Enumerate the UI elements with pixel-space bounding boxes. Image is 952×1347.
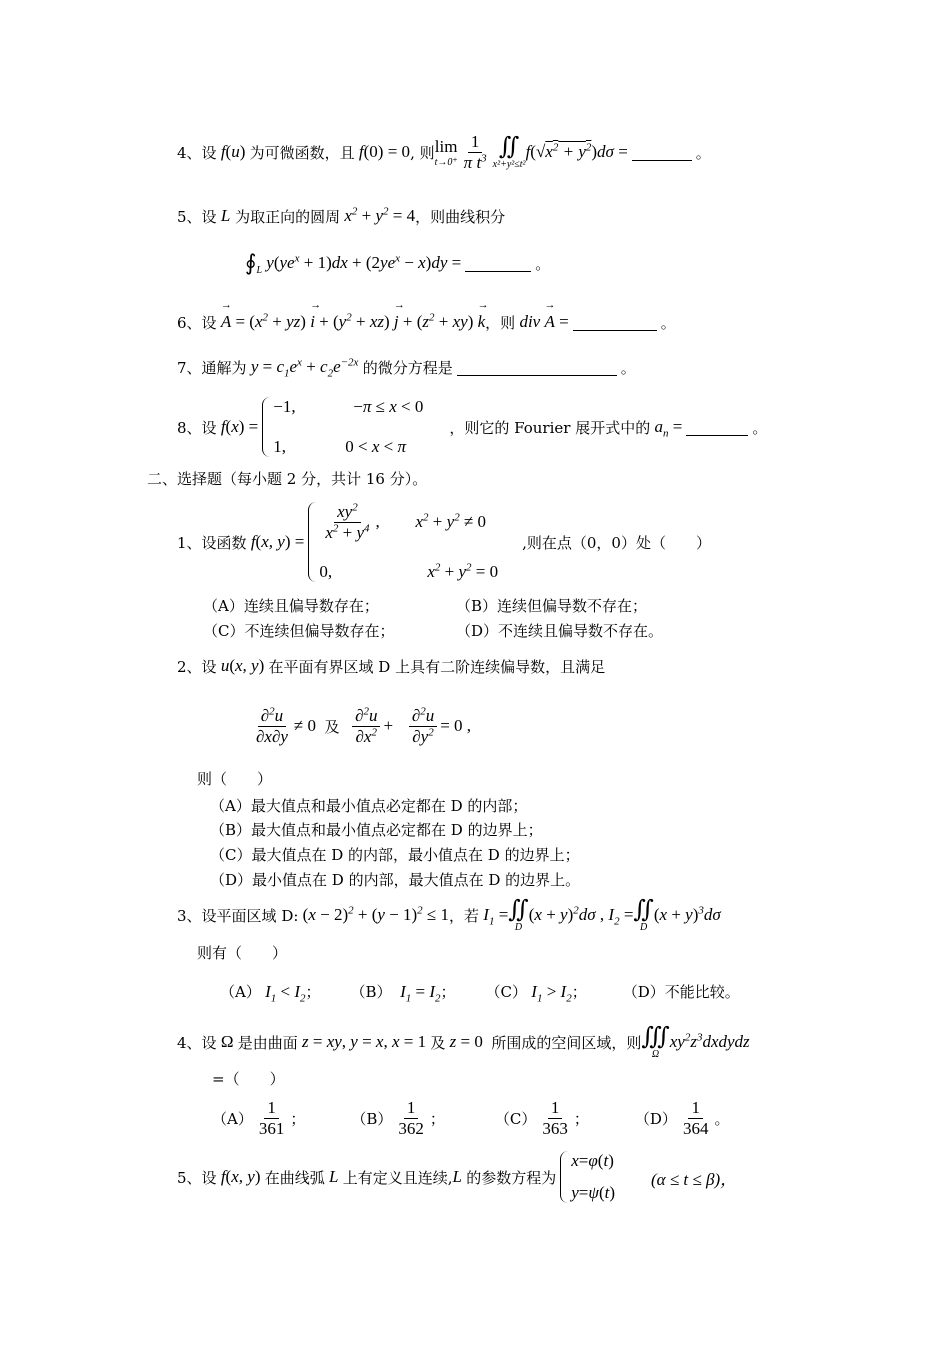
- option-d[interactable]: （D）不能比较。: [622, 982, 740, 1001]
- q-number: 6、: [177, 313, 202, 332]
- q-number: 5、: [177, 207, 202, 226]
- option-a[interactable]: （A） $\frac{1}{361}$ ；: [212, 1097, 306, 1138]
- option-d[interactable]: （D） $\frac{1}{364}$ 。: [634, 1097, 730, 1138]
- fill-q8: 8、 设 f(x) = −1, −π ≤ x < 0 1, 0 < x < π ，则它的 Fourier 展开式中的 $a_n$ = 。: [177, 397, 768, 456]
- option-c[interactable]: （C） $I_1 > I_2$；: [485, 981, 587, 1004]
- answer-blank[interactable]: [686, 419, 748, 436]
- fill-q4: 4、 设 f ( u ) 为可微函数，且 f (0) = 0 , 则 lim t→0⁺ $\frac{1}{\pi t^3}$ ∬ x²+y²≤t² f (√ $x^2 + y^2$ ) dσ = 。: [177, 131, 711, 172]
- option-c[interactable]: （C）不连续但偏导数存在；: [203, 622, 395, 640]
- limit: lim t→0⁺: [434, 136, 458, 168]
- q-number: 1、: [177, 533, 202, 552]
- fill-q7: 7、 通解为 $y = c_1e^x + c_2e^{-2x}$ 的微分方程是 。: [177, 356, 636, 380]
- option-a[interactable]: （A）连续且偏导数存在；: [203, 597, 379, 615]
- choice-q3-then: 则有（ ）: [197, 944, 288, 962]
- fill-q5: 5、 设 L 为取正向的圆周 $x^2 + y^2 = 4$ ，则曲线积分: [177, 205, 506, 226]
- fraction: $\frac{1}{\pi t^3}$: [463, 131, 487, 172]
- answer-blank[interactable]: [457, 359, 617, 376]
- q-number: 2、: [177, 657, 202, 676]
- choice-q3: 3、 设平面区域 D: $(x - 2)^2 + (y - 1)^2 \le 1$ ，若 $I_1$ = ∬ D $(x + y)^2d\sigma$ , $I_2$ = ∬ D $(x + y)^3d\sigma$: [177, 896, 721, 933]
- option-c[interactable]: （C）最大值点在 D 的内部，最小值点在 D 的边界上；: [210, 846, 580, 864]
- fill-q5-integral: ∮ $_L$ $y(ye^x + 1)dx + (2ye^x - x)dy$ = 。: [245, 250, 551, 276]
- q-number: 5、: [177, 1168, 202, 1187]
- q-number: 3、: [177, 906, 202, 925]
- option-a[interactable]: （A） $I_1 < I_2$；: [220, 981, 321, 1004]
- section-title: 二、选择题（每小题 2 分，共计 16 分）。: [147, 469, 428, 488]
- answer-blank[interactable]: [632, 144, 692, 161]
- fill-q6: 6、 设 → $A = (x^2 + yz) \to i + (y^2 + xz) \to j + (z^2 + xy) \to k$ ，则 div → A = 。: [177, 308, 676, 336]
- choice-q1: 1、 设函数 f(x, y) = $\frac{xy^2}{x^2 + y^4}$ , $x^2 + y^2 \ne 0$ 0, $x^2 + y^2 = 0$ ,则在点（0，0）处（ ）: [177, 501, 711, 581]
- q-number: 7、: [177, 358, 202, 377]
- answer-blank[interactable]: [465, 255, 531, 272]
- option-b[interactable]: （B）连续但偏导数不存在；: [456, 597, 648, 615]
- answer-blank[interactable]: [573, 314, 657, 331]
- choice-q5: 5、 设 f(x, y) 在曲线弧 L 上有定义且连续, L 的参数方程为 x = φ ( t ) y = ψ ( t ) (α ≤ t ≤ β)，: [177, 1151, 738, 1202]
- option-d[interactable]: （D）不连续且偏导数不存在。: [456, 622, 664, 640]
- q-number: 8、: [177, 418, 202, 437]
- choice-q2-then: 则（ ）: [197, 770, 273, 788]
- option-b[interactable]: （B） $I_1 = I_2$；: [350, 981, 456, 1004]
- option-b[interactable]: （B）最大值点和最小值点必定都在 D 的边界上；: [210, 821, 543, 839]
- option-a[interactable]: （A）最大值点和最小值点必定都在 D 的内部；: [210, 797, 528, 815]
- choice-q2-equation: $\frac{\partial^2u}{\partial x\partial y}$ ≠ 0 及 $\frac{\partial^2u}{\partial x^2}$ + $\frac{\partial^2u}{\partial y^2}$ = 0 ,: [256, 705, 472, 746]
- option-d[interactable]: （D）最小值点在 D 的内部，最大值点在 D 的边界上。: [210, 871, 581, 889]
- choice-q2: 2、 设 u(x, y) 在平面有界区域 D 上具有二阶连续偏导数，且满足: [177, 656, 606, 676]
- option-b[interactable]: （B） $\frac{1}{362}$ ；: [351, 1097, 445, 1138]
- q-number: 4、: [177, 143, 202, 162]
- choice-q4: 4、 设 Ω 是由曲面 z = xy, y = x, x = 1 及 z = 0 所围成的空间区域，则 ∭ Ω $xy^2z^3dxdydz$: [177, 1023, 750, 1060]
- choice-q4-eq: =（ ）: [212, 1070, 285, 1088]
- choice-q3-options: [220, 980, 740, 1002]
- option-c[interactable]: （C） $\frac{1}{363}$ ；: [494, 1097, 589, 1138]
- choice-q4-options: [212, 1094, 729, 1142]
- double-integral: ∬ x²+y²≤t²: [492, 133, 526, 170]
- q-number: 4、: [177, 1033, 202, 1052]
